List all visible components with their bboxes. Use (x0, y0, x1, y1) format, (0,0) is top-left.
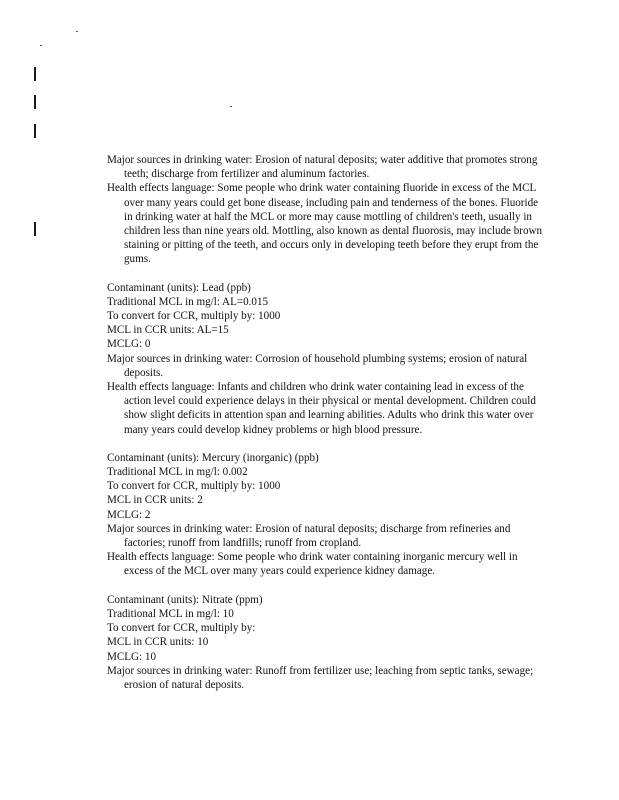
nitrate-mclg: MCLG: 10 (107, 650, 157, 663)
nitrate-traditional-mcl: Traditional MCL in mg/l: 10 (107, 607, 234, 620)
scan-speck (40, 45, 42, 46)
fluoride-health-effects: Health effects language: Some people who drink water containing fluoride in excess of the MCL over many years could get bone disease, including pain and tenderness of the bones. Fluoride in drinking water at half the MCL or more may cause mottling of children's teeth, usually in children less than nine years old. Mottling, also known as dental fluorosis, may include brown staining or pitting of the teeth, and occurs only in developing teeth before they erupt from the gums. (107, 182, 543, 266)
nitrate-section (107, 593, 547, 692)
mercury-contaminant: Contaminant (units): Mercury (inorganic) (ppb) (107, 451, 319, 464)
mercury-mcl-ccr: MCL in CCR units: 2 (107, 494, 203, 507)
change-bar (34, 124, 36, 138)
lead-mcl-ccr: MCL in CCR units: AL=15 (107, 324, 229, 337)
nitrate-convert-factor: To convert for CCR, multiply by: (107, 622, 256, 635)
lead-convert-factor: To convert for CCR, multiply by: 1000 (107, 310, 281, 323)
nitrate-major-sources: Major sources in drinking water: Runoff from fertilizer use; leaching from septic tanks, sewage; erosion of natural deposits. (107, 664, 534, 691)
scan-speck (76, 31, 78, 32)
mercury-convert-factor: To convert for CCR, multiply by: 1000 (107, 480, 281, 493)
fluoride-continuation-section (107, 153, 547, 267)
mercury-mclg: MCLG: 2 (107, 508, 151, 521)
lead-major-sources: Major sources in drinking water: Corrosion of household plumbing systems; erosion of natural deposits. (107, 352, 528, 379)
mercury-traditional-mcl: Traditional MCL in mg/l: 0.002 (107, 466, 248, 479)
mercury-major-sources: Major sources in drinking water: Erosion of natural deposits; discharge from refineries and factories; runoff from landfills; runoff from cropland. (107, 522, 511, 550)
change-bar (34, 95, 36, 109)
lead-traditional-mcl: Traditional MCL in mg/l: AL=0.015 (107, 295, 269, 308)
change-bar (34, 67, 36, 81)
scan-speck (230, 106, 232, 107)
lead-mclg: MCLG: 0 (107, 338, 151, 351)
nitrate-mcl-ccr: MCL in CCR units: 10 (107, 636, 209, 649)
nitrate-contaminant: Contaminant (units): Nitrate (ppm) (107, 593, 263, 606)
mercury-health-effects: Health effects language: Some people who drink water containing inorganic mercury well in excess of the MCL over many years could experience kidney damage. (107, 551, 518, 578)
lead-section (107, 281, 547, 437)
mercury-section (107, 451, 547, 579)
fluoride-major-sources: Major sources in drinking water: Erosion of natural deposits; water additive that promotes strong teeth; discharge from fertilizer and aluminum factories. (107, 154, 538, 181)
lead-health-effects: Health effects language: Infants and children who drink water containing lead in excess of the action level could experience delays in their physical or mental development. Children could show slight deficits in attention span and learning abilities. Adults who drink this water over many years could develop kidney problems or high blood pressure. (107, 381, 536, 436)
change-bar (34, 222, 36, 236)
document-body (107, 153, 547, 706)
lead-contaminant: Contaminant (units): Lead (ppb) (107, 281, 251, 294)
